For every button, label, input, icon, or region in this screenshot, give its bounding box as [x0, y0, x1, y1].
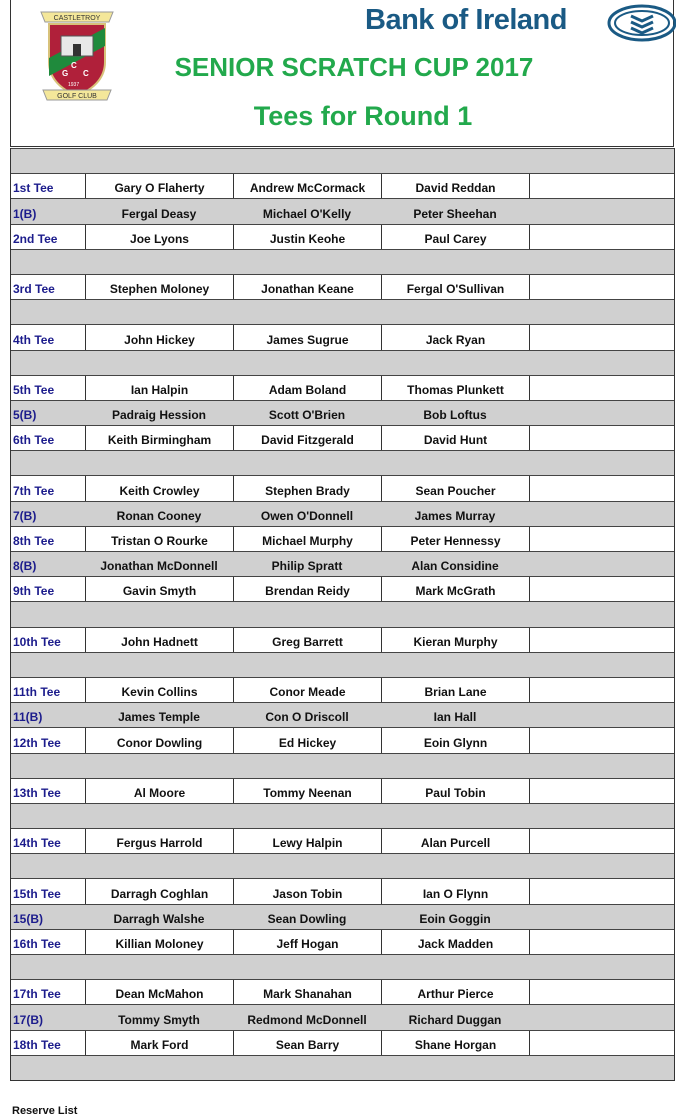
- player-name: Jack Ryan: [381, 325, 529, 349]
- empty-cell: [529, 275, 674, 299]
- player-name: Arthur Pierce: [381, 980, 529, 1004]
- tee-label: 7(B): [13, 508, 37, 523]
- player-name: Con O Driscoll: [265, 710, 349, 725]
- spacer-row: [11, 1055, 674, 1080]
- tee-label: 13th Tee: [13, 785, 61, 800]
- player-name: Bob Loftus: [423, 408, 487, 423]
- svg-text:CASTLETROY: CASTLETROY: [53, 15, 101, 22]
- empty-cell: [529, 502, 674, 526]
- player-name: John Hickey: [85, 325, 233, 349]
- svg-text:GOLF CLUB: GOLF CLUB: [57, 93, 97, 100]
- player-name: Owen O'Donnell: [260, 508, 354, 523]
- table-row: [11, 475, 674, 500]
- player-name: Fergal Deasy: [121, 206, 197, 221]
- table-row: [11, 929, 674, 954]
- player-name: Darragh Walshe: [113, 911, 205, 926]
- tee-label: 15(B): [13, 911, 44, 926]
- empty-cell: [529, 728, 674, 752]
- table-row: [11, 1004, 674, 1029]
- player-name: Keith Birmingham: [85, 426, 233, 450]
- player-name: James Sugrue: [233, 325, 381, 349]
- player-name: Stephen Moloney: [85, 275, 233, 299]
- empty-cell: [529, 325, 674, 349]
- tee-label: 14th Tee: [13, 836, 61, 851]
- player-name: Stephen Brady: [233, 476, 381, 500]
- player-name: Scott O'Brien: [268, 408, 346, 423]
- empty-cell: [529, 779, 674, 803]
- table-row: [11, 198, 674, 223]
- page-subtitle: Tees for Round 1: [253, 101, 473, 131]
- spacer-row: [11, 954, 674, 979]
- empty-cell: [529, 930, 674, 954]
- player-name: Paul Carey: [381, 225, 529, 249]
- empty-cell: [529, 174, 674, 198]
- empty-cell: [529, 980, 674, 1004]
- tee-label: 1st Tee: [13, 181, 54, 196]
- tee-label: 11(B): [13, 710, 43, 725]
- player-name: Killian Moloney: [85, 930, 233, 954]
- spacer-row: [11, 803, 674, 828]
- player-name: Thomas Plunkett: [381, 376, 529, 400]
- player-name: Mark McGrath: [381, 577, 529, 601]
- table-row: [11, 828, 674, 853]
- player-name: Brian Lane: [381, 678, 529, 702]
- empty-cell: [529, 829, 674, 853]
- player-name: Conor Meade: [233, 678, 381, 702]
- tee-label: 18th Tee: [13, 1037, 61, 1052]
- tee-label: 7th Tee: [13, 483, 55, 498]
- player-name: John Hadnett: [85, 628, 233, 652]
- empty-cell: [529, 552, 674, 576]
- empty-cell: [529, 703, 674, 727]
- player-name: Alan Considine: [411, 559, 499, 574]
- tee-label: 8(B): [13, 559, 37, 574]
- player-name: Adam Boland: [233, 376, 381, 400]
- player-name: Jonathan Keane: [233, 275, 381, 299]
- table-row: [11, 677, 674, 702]
- empty-cell: [529, 426, 674, 450]
- tee-label: 10th Tee: [13, 634, 61, 649]
- player-name: James Temple: [118, 710, 200, 725]
- player-name: Shane Horgan: [381, 1031, 529, 1055]
- tee-label: 16th Tee: [13, 937, 61, 951]
- player-name: Michael O'Kelly: [262, 206, 352, 221]
- empty-cell: [529, 879, 674, 903]
- tee-label: 15th Tee: [13, 886, 61, 901]
- spacer-row: [11, 450, 674, 475]
- player-name: Eoin Goggin: [419, 911, 491, 926]
- table-row: [11, 324, 674, 349]
- table-row: [11, 576, 674, 601]
- player-name: Gary O Flaherty: [85, 174, 233, 198]
- table-row: [11, 727, 674, 752]
- player-name: Ian Halpin: [85, 376, 233, 400]
- player-name: Keith Crowley: [85, 476, 233, 500]
- tee-label: 5th Tee: [13, 382, 55, 397]
- player-name: Darragh Coghlan: [85, 879, 233, 903]
- table-row: [11, 778, 674, 803]
- spacer-row: [11, 753, 674, 778]
- spacer-row: [11, 601, 674, 626]
- player-name: Kevin Collins: [85, 678, 233, 702]
- player-name: David Hunt: [381, 426, 529, 450]
- table-row: [11, 702, 674, 727]
- player-name: Peter Hennessy: [381, 527, 529, 551]
- player-name: Redmond McDonnell: [247, 1012, 367, 1027]
- spacer-row: [11, 350, 674, 375]
- header: [10, 0, 674, 147]
- player-name: Jason Tobin: [233, 879, 381, 903]
- player-name: Joe Lyons: [85, 225, 233, 249]
- player-name: Philip Spratt: [271, 559, 343, 574]
- table-row: [11, 526, 674, 551]
- spacer-row: [11, 299, 674, 324]
- table-row: [11, 224, 674, 249]
- player-name: Gavin Smyth: [85, 577, 233, 601]
- spacer-row: [11, 853, 674, 878]
- player-name: Tommy Smyth: [118, 1012, 200, 1027]
- tee-label: 6th Tee: [13, 433, 55, 448]
- svg-text:G: G: [62, 69, 69, 78]
- svg-text:C: C: [71, 61, 77, 70]
- reserve-list-label: Reserve List: [12, 1105, 78, 1117]
- player-name: Padraig Hession: [111, 408, 207, 423]
- player-name: Paul Tobin: [381, 779, 529, 803]
- table-row: [11, 1030, 674, 1055]
- table-row: [11, 501, 674, 526]
- player-name: Tristan O Rourke: [85, 527, 233, 551]
- player-name: Jeff Hogan: [233, 930, 381, 954]
- sponsor-name: Bank of Ireland: [365, 4, 567, 36]
- empty-cell: [529, 1031, 674, 1055]
- table-row: [11, 627, 674, 652]
- empty-cell: [529, 376, 674, 400]
- table-row: [11, 425, 674, 450]
- table-row: [11, 274, 674, 299]
- tee-label: 12th Tee: [13, 735, 61, 750]
- tee-label: 17(B): [13, 1012, 44, 1027]
- tee-label: 1(B): [13, 206, 37, 221]
- player-name: Kieran Murphy: [381, 628, 529, 652]
- tee-label: 8th Tee: [13, 534, 55, 548]
- spacer-row: [11, 148, 674, 173]
- player-name: James Murray: [414, 508, 496, 523]
- player-name: Alan Purcell: [381, 829, 529, 853]
- empty-cell: [529, 225, 674, 249]
- table-row: [11, 904, 674, 929]
- empty-cell: [529, 476, 674, 500]
- table-row: [11, 375, 674, 400]
- player-name: Andrew McCormack: [233, 174, 381, 198]
- empty-cell: [529, 628, 674, 652]
- player-name: Brendan Reidy: [233, 577, 381, 601]
- player-name: Peter Sheehan: [413, 206, 497, 221]
- spacer-row: [11, 652, 674, 677]
- player-name: Lewy Halpin: [233, 829, 381, 853]
- player-name: Fergal O'Sullivan: [381, 275, 529, 299]
- tee-label: 17th Tee: [13, 987, 61, 1002]
- tee-label: 11th Tee: [13, 685, 61, 700]
- svg-text:1937: 1937: [68, 82, 80, 88]
- player-name: Richard Duggan: [408, 1012, 502, 1027]
- tee-label: 4th Tee: [13, 332, 55, 347]
- player-name: Jack Madden: [381, 930, 529, 954]
- spacer-row: [11, 249, 674, 274]
- player-name: David Reddan: [381, 174, 529, 198]
- player-name: Ronan Cooney: [116, 508, 202, 523]
- empty-cell: [529, 905, 674, 929]
- player-name: Fergus Harrold: [85, 829, 233, 853]
- player-name: Jonathan McDonnell: [100, 559, 218, 574]
- empty-cell: [529, 527, 674, 551]
- empty-cell: [529, 401, 674, 425]
- player-name: Sean Poucher: [381, 476, 529, 500]
- player-name: Ed Hickey: [233, 728, 381, 752]
- page-title: SENIOR SCRATCH CUP 2017: [174, 52, 534, 82]
- empty-cell: [529, 1005, 674, 1029]
- tee-label: 5(B): [13, 408, 37, 423]
- player-name: Sean Dowling: [267, 911, 347, 926]
- table-row: [11, 878, 674, 903]
- empty-cell: [529, 199, 674, 223]
- tee-times-table: [10, 148, 675, 1081]
- table-row: [11, 979, 674, 1004]
- player-name: Greg Barrett: [233, 628, 381, 652]
- table-row: [11, 173, 674, 198]
- player-name: Sean Barry: [233, 1031, 381, 1055]
- tee-label: 9th Tee: [13, 584, 55, 599]
- player-name: Ian O Flynn: [381, 879, 529, 903]
- bank-logo-icon: [607, 4, 676, 42]
- player-name: Dean McMahon: [85, 980, 233, 1004]
- empty-cell: [529, 678, 674, 702]
- player-name: Ian Hall: [433, 710, 477, 725]
- tee-label: 3rd Tee: [13, 282, 55, 297]
- player-name: Mark Shanahan: [233, 980, 381, 1004]
- player-name: Justin Keohe: [233, 225, 381, 249]
- player-name: Tommy Neenan: [233, 779, 381, 803]
- player-name: Conor Dowling: [85, 728, 233, 752]
- tee-label: 2nd Tee: [13, 231, 58, 246]
- player-name: Al Moore: [85, 779, 233, 803]
- table-row: [11, 551, 674, 576]
- svg-text:C: C: [83, 69, 89, 78]
- player-name: Mark Ford: [85, 1031, 233, 1055]
- table-row: [11, 400, 674, 425]
- player-name: David Fitzgerald: [233, 426, 381, 450]
- empty-cell: [529, 577, 674, 601]
- player-name: Eoin Glynn: [381, 728, 529, 752]
- player-name: Michael Murphy: [233, 527, 381, 551]
